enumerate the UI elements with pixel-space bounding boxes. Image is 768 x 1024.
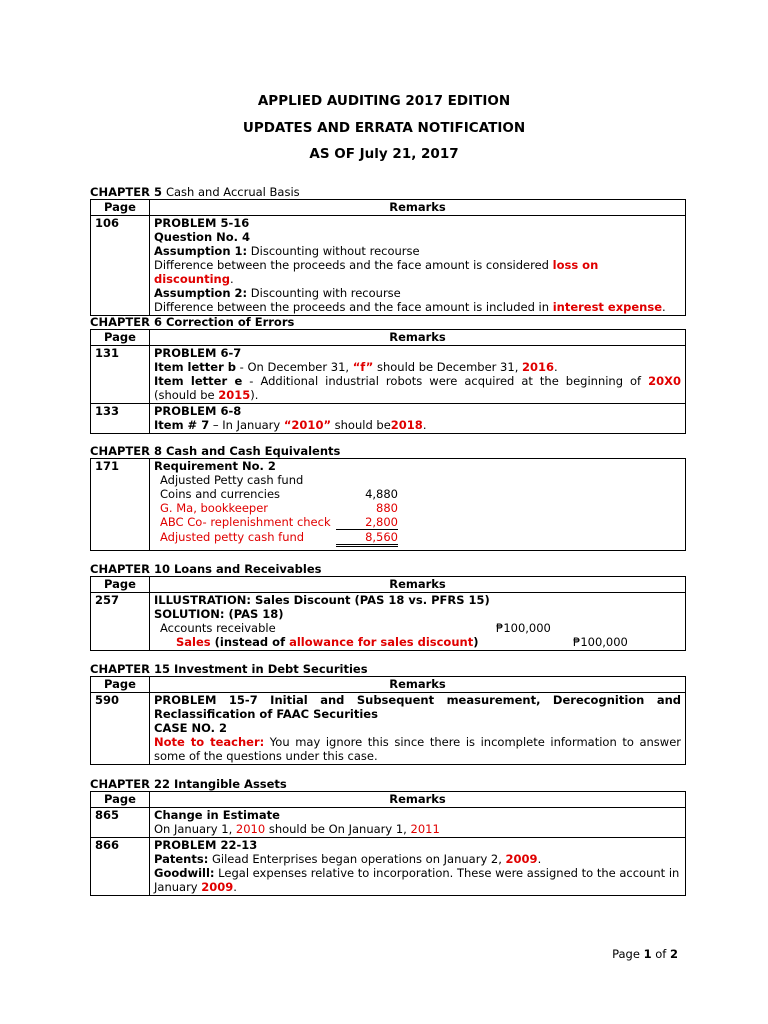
remarks-cell: [150, 459, 686, 551]
table-header-row: [91, 200, 686, 216]
problem-label: PROBLEM 15-7 Initial and Subsequent measurement, Derecognition and Reclassification of FAAC Securities: [154, 693, 681, 721]
teacher-note: Note to teacher: You may ignore this since there is incomplete information to answer some of the questions under this case.: [154, 735, 682, 763]
remarks-cell: [150, 808, 686, 838]
table-row: [91, 459, 686, 551]
assumption-2: Assumption 2: Discounting with recourse: [154, 286, 401, 300]
chapter-15-section: [90, 662, 686, 765]
item-7-remark: Item # 7 – In January “2010” should be2018.: [154, 418, 427, 432]
schedule-total: Adjusted petty cash fund 8,560: [154, 530, 681, 547]
page-header: Page: [91, 792, 150, 808]
remarks-cell: [150, 216, 686, 316]
chapter-22-section: [90, 777, 686, 896]
remarks-cell: [150, 346, 686, 404]
chapter-heading: CHAPTER 10 Loans and Receivables: [90, 562, 322, 576]
errata-table: [90, 576, 686, 651]
chapter-6-section: [90, 315, 686, 434]
question-label: Question No. 4: [154, 230, 251, 244]
remark-text: On January 1, 2010 should be On January 1, 2011: [154, 822, 440, 836]
change-label: Change in Estimate: [154, 808, 280, 822]
page-header: Page: [91, 677, 150, 693]
table-row: [91, 693, 686, 765]
case-label: CASE NO. 2: [154, 721, 228, 735]
document-subtitle: UPDATES AND ERRATA NOTIFICATION: [242, 120, 526, 136]
page-cell: 106: [91, 216, 150, 316]
remarks-header: Remarks: [150, 200, 686, 216]
remarks-header: Remarks: [150, 577, 686, 593]
page-cell: 131: [91, 346, 150, 404]
solution-label: SOLUTION: (PAS 18): [154, 607, 284, 621]
illustration-label: ILLUSTRATION: Sales Discount (PAS 18 vs. PFRS 15): [154, 593, 490, 607]
schedule-title: Adjusted Petty cash fund: [160, 473, 304, 487]
errata-table: [90, 791, 686, 896]
journal-credit-line: Sales (instead of allowance for sales discount) ₱100,000: [176, 635, 628, 649]
page-cell: 133: [91, 404, 150, 434]
schedule-line: Coins and currencies 4,880: [160, 487, 398, 501]
page-cell: 257: [91, 593, 150, 651]
item-e-remark: Item letter e - Additional industrial robots were acquired at the beginning of 20X0 (should be 2015).: [154, 374, 681, 402]
errata-table: [90, 676, 686, 765]
remarks-header: Remarks: [150, 792, 686, 808]
remarks-cell: [150, 593, 686, 651]
errata-table: [90, 199, 686, 316]
chapter-10-section: [90, 562, 686, 651]
page-cell: 171: [91, 459, 150, 551]
chapter-heading: CHAPTER 8 Cash and Cash Equivalents: [90, 444, 341, 458]
table-header-row: [91, 577, 686, 593]
page-cell: 865: [91, 808, 150, 838]
table-header-row: [91, 792, 686, 808]
chapter-5-section: [90, 185, 686, 316]
chapter-heading: CHAPTER 6 Correction of Errors: [90, 315, 295, 329]
goodwill-remark: Goodwill: Legal expenses relative to incorporation. These were assigned to the account in January 2009.: [154, 866, 680, 894]
table-row: [91, 593, 686, 651]
document-title: APPLIED AUDITING 2017 EDITION: [257, 93, 511, 109]
document-date: AS OF July 21, 2017: [309, 146, 459, 162]
journal-debit-line: Accounts receivable ₱100,000: [160, 621, 551, 635]
page-number: Page 1 of 2: [612, 947, 678, 961]
page-cell: 866: [91, 838, 150, 896]
table-row: [91, 808, 686, 838]
remarks-cell: [150, 693, 686, 765]
table-header-row: [91, 330, 686, 346]
remarks-cell: [150, 404, 686, 434]
page-header: Page: [91, 200, 150, 216]
errata-table: [90, 329, 686, 434]
problem-label: PROBLEM 6-7: [154, 346, 242, 360]
remarks-header: Remarks: [150, 330, 686, 346]
table-row: [91, 838, 686, 896]
problem-label: PROBLEM 22-13: [154, 838, 258, 852]
table-row: [91, 216, 686, 316]
chapter-heading: CHAPTER 5 Cash and Accrual Basis: [90, 185, 300, 199]
problem-label: PROBLEM 6-8: [154, 404, 242, 418]
problem-label: PROBLEM 5-16: [154, 216, 250, 230]
chapter-8-section: [90, 444, 686, 551]
table-header-row: [91, 677, 686, 693]
patents-remark: Patents: Gilead Enterprises began operations on January 2, 2009.: [154, 852, 542, 866]
schedule-line: ABC Co- replenishment check 2,800: [160, 515, 398, 529]
remark-text: Difference between the proceeds and the face amount is included in interest expense.: [154, 300, 666, 314]
item-b-remark: Item letter b - On December 31, “f” should be December 31, 2016.: [154, 360, 558, 374]
remarks-header: Remarks: [150, 677, 686, 693]
remark-text: Difference between the proceeds and the face amount is considered loss on discounting.: [154, 258, 599, 286]
requirement-label: Requirement No. 2: [154, 459, 276, 473]
page-header: Page: [91, 577, 150, 593]
chapter-heading: CHAPTER 22 Intangible Assets: [90, 777, 287, 791]
table-row: [91, 404, 686, 434]
page-header: Page: [91, 330, 150, 346]
page-cell: 590: [91, 693, 150, 765]
remarks-cell: [150, 838, 686, 896]
schedule-line: G. Ma, bookkeeper 880: [160, 501, 398, 515]
assumption-1: Assumption 1: Discounting without recourse: [154, 244, 420, 258]
table-row: [91, 346, 686, 404]
chapter-heading: CHAPTER 15 Investment in Debt Securities: [90, 662, 368, 676]
errata-table: [90, 458, 686, 551]
